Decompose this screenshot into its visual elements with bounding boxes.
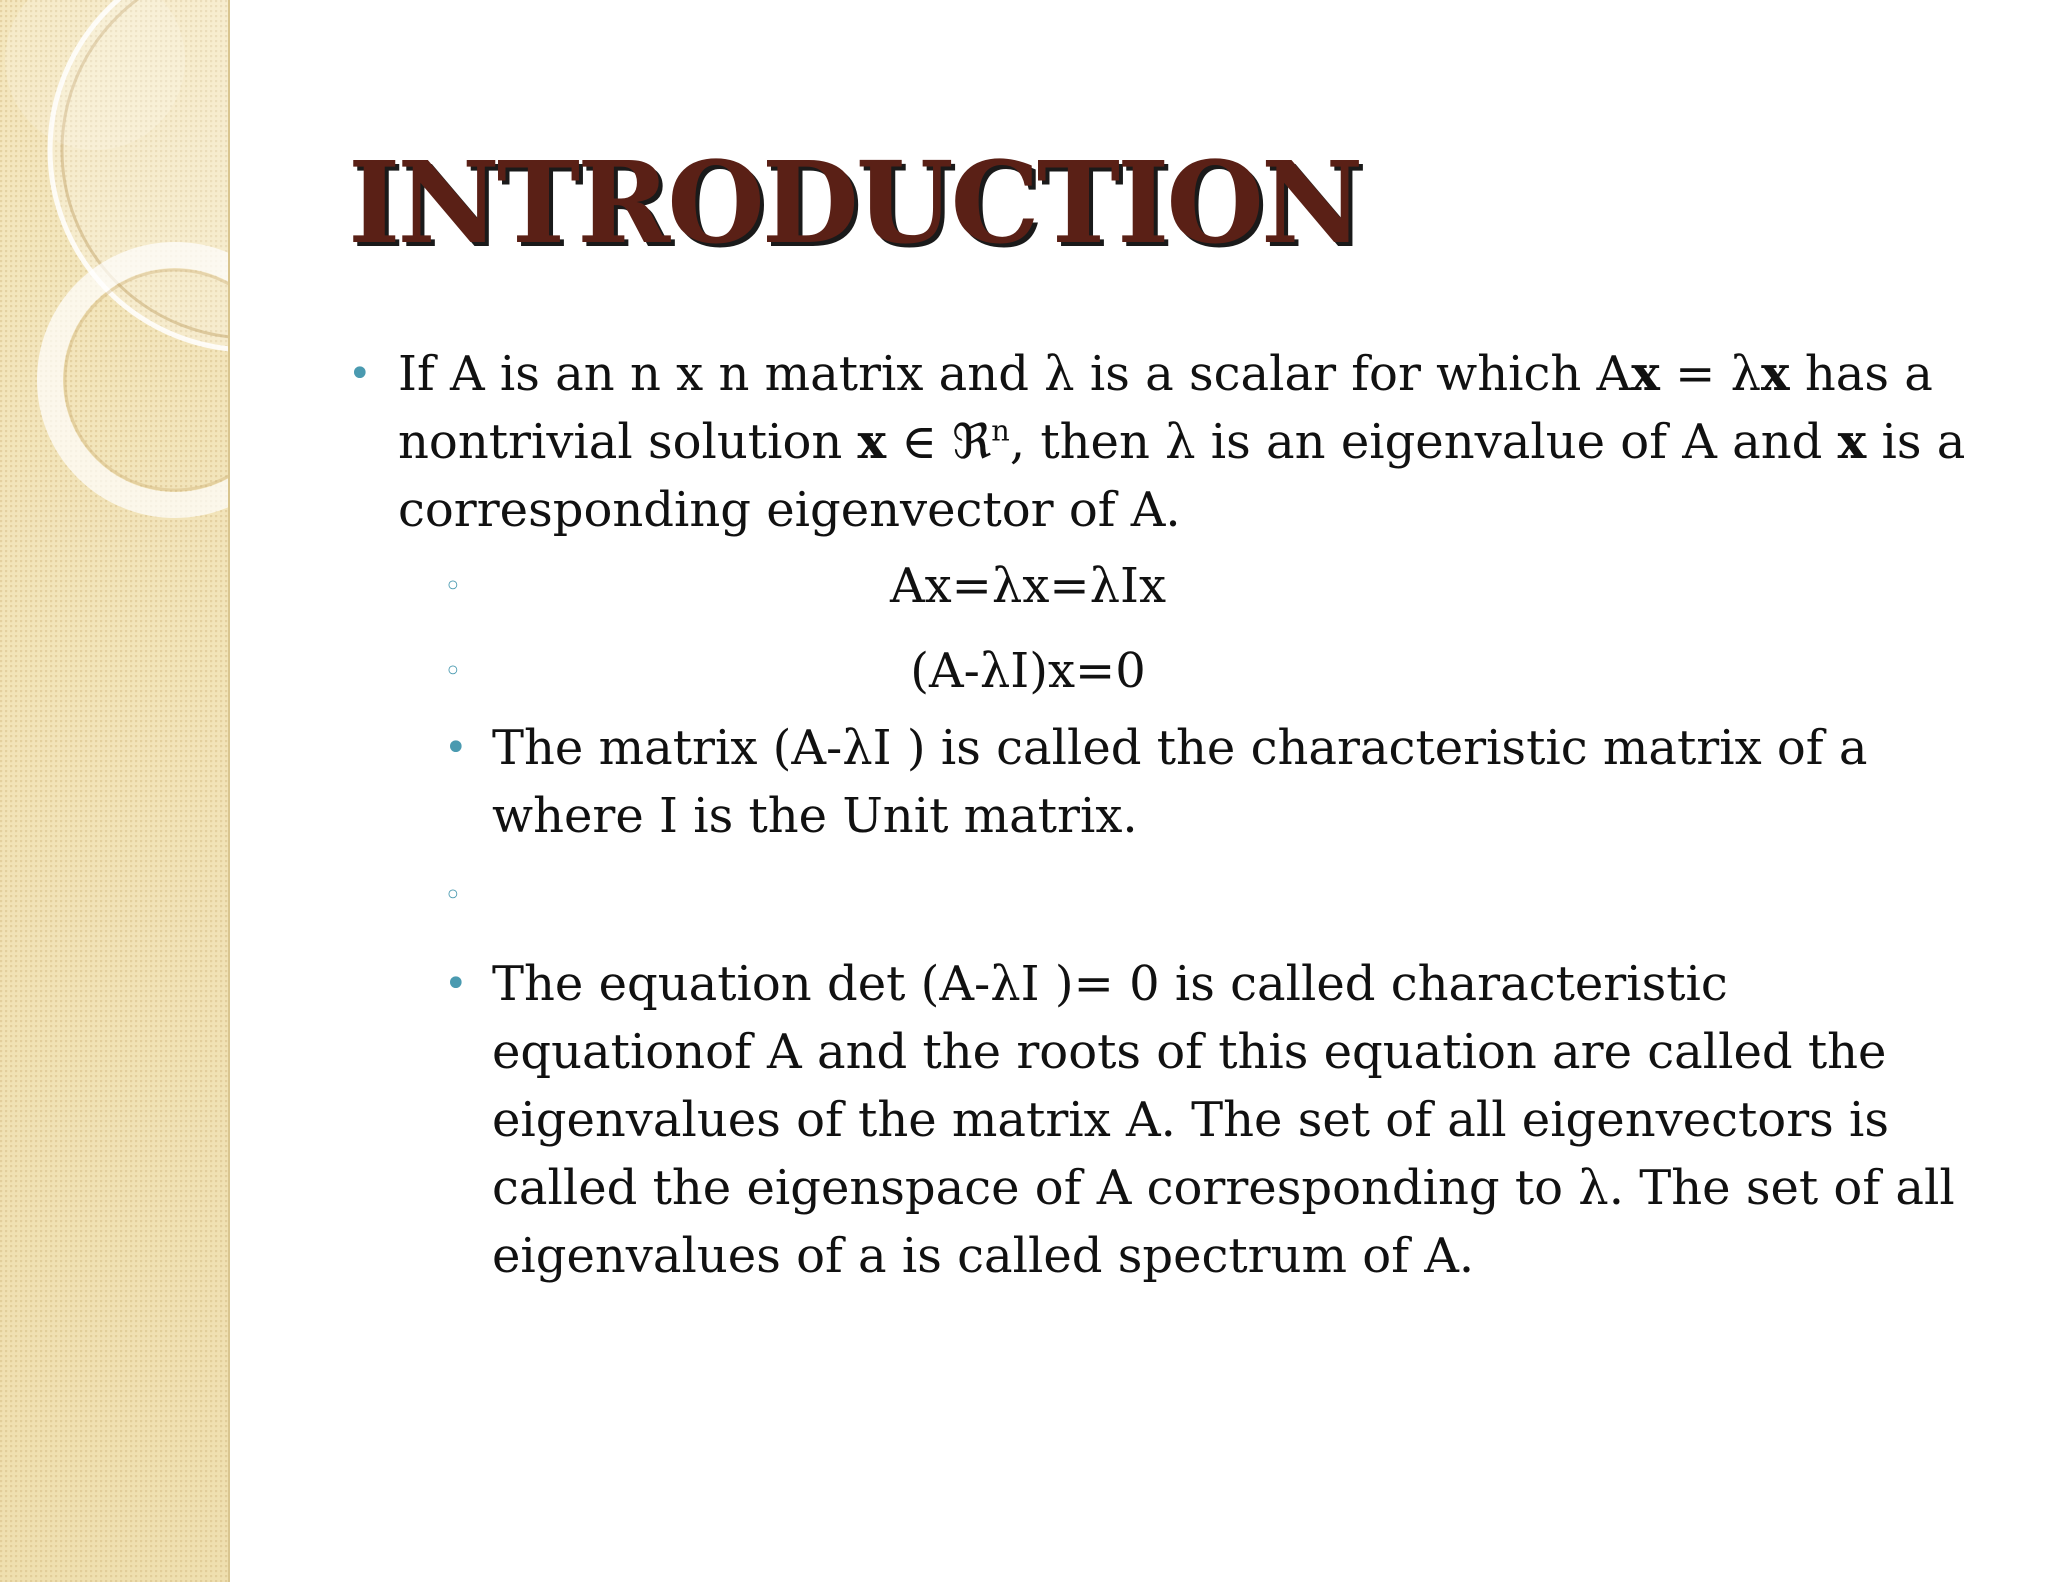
bullet-icon: • (444, 725, 468, 771)
characteristic-equation-text: The equation det (A-λI )= 0 is called characteristic equationof A and the roots of this equation are called the eigenvalues of the matrix A. The set of all eigenvectors is called the eigenspace of A corresponding to λ. The set of all eigenvalues of a is called spectrum of A. (492, 956, 1955, 1284)
bullet-icon: • (444, 961, 468, 1007)
bullet-characteristic-equation (348, 950, 1968, 1290)
ring-bullet-icon: ◦ (444, 654, 462, 689)
superscript-n: n (991, 413, 1010, 448)
ring-bullet-icon: ◦ (444, 569, 462, 604)
bullet-icon: • (348, 351, 372, 397)
empty-ring-row (348, 850, 1968, 950)
vector-x: x (857, 414, 887, 470)
equation-1: Ax=λx=λIx (889, 558, 1167, 614)
definition-text-1: If A is an n x n matrix and λ is a scalar for which A (398, 346, 1632, 402)
vector-x: x (1761, 346, 1790, 402)
equation-row-1 (348, 544, 1968, 629)
definition-text-5: , then λ is an eigenvalue of A and (1009, 414, 1838, 470)
vector-x: x (1631, 346, 1660, 402)
characteristic-matrix-text: The matrix (A-λI ) is called the characteristic matrix of a where I is the Unit matrix. (492, 720, 1868, 844)
definition-text-6: is a corresponding eigenvector of A. (398, 414, 1966, 538)
ring-bullet-icon: ◦ (444, 878, 462, 913)
equation-2: (A-λI)x=0 (910, 643, 1146, 699)
bullet-characteristic-matrix (348, 714, 1968, 850)
definition-text-4: ∈ ℜ (886, 414, 992, 470)
vector-x: x (1837, 414, 1867, 470)
decorative-circles-graphic (0, 0, 228, 520)
equation-row-2 (348, 629, 1968, 714)
definition-text-2: = λ (1659, 346, 1761, 402)
slide-title: INTRODUCTION (348, 138, 1361, 269)
bullet-definition (348, 340, 1968, 544)
definition-text-3: has a nontrivial solution (398, 346, 1933, 470)
decorative-side-band (0, 0, 230, 1582)
slide-body (348, 340, 1968, 1290)
